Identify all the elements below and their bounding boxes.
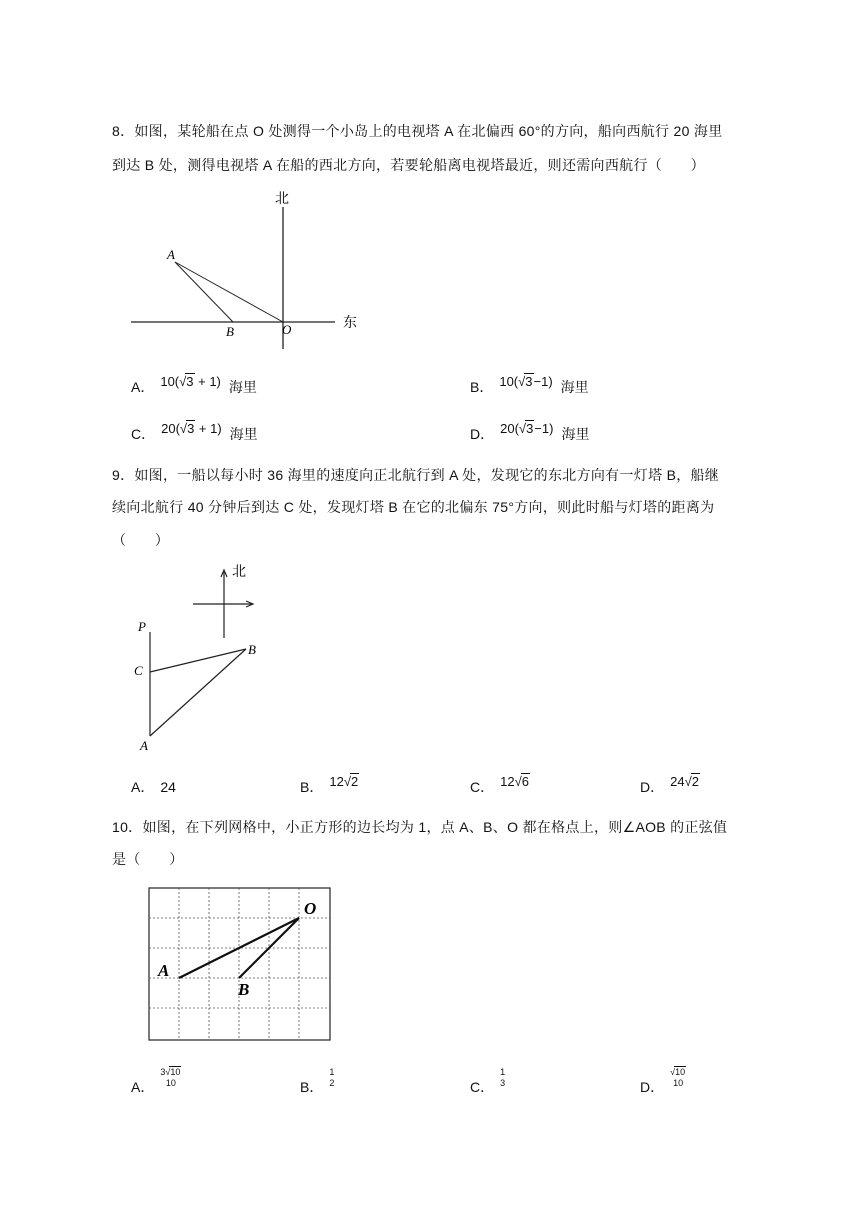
q8-label-A: A [167, 247, 175, 262]
q10-option-b-fraction [329, 1067, 334, 1089]
q8-option-c-tail: + 1) [195, 421, 222, 436]
q10-option-b-letter: B． [300, 1079, 324, 1095]
q8-option-c-coef: 20( [161, 421, 180, 436]
q9-label-north: 北 [232, 564, 246, 580]
q8-label-east: 东 [343, 315, 357, 331]
q8-option-c[interactable]: C． 20(√3 + 1) 海里 [131, 421, 258, 442]
q9-option-a-value: 24 [160, 779, 176, 795]
q9-label-B: B [248, 642, 256, 657]
q9-option-b-radicand: 2 [350, 774, 359, 789]
q10-option-a-letter: A． [131, 1079, 155, 1095]
q9-option-a-letter: A． [131, 779, 155, 795]
q10-option-c-den: 3 [500, 1078, 506, 1089]
q8-option-c-letter: C． [131, 426, 156, 442]
q9-option-d[interactable]: D． 24√2 [640, 774, 699, 795]
q10-label-B: B [238, 980, 250, 999]
q10-option-b-num: 1 [329, 1067, 335, 1078]
q8-option-b-coef: 10( [499, 374, 519, 389]
q10-grid-border [149, 888, 330, 1040]
q8-option-a[interactable]: A． 10(√3 + 1) 海里 [131, 374, 257, 395]
q8-label-O: O [282, 322, 292, 337]
q9-segment-AB [150, 649, 246, 736]
q10-figure [148, 887, 333, 1044]
q9-option-a[interactable] [131, 777, 176, 797]
q9-text-line1: 9．如图，一船以每小时 36 海里的速度向正北航行到 A 处，发现它的东北方向有一灯塔 B，船继 [112, 467, 720, 483]
q9-text-line3: （ ） [112, 532, 170, 548]
q9-text-line2: 续向北航行 40 分钟后到达 C 处，发现灯塔 B 在它的北偏东 75°方向，则此时船与灯塔的距离为 [112, 499, 715, 515]
q10-text-line2: 是（ ） [112, 851, 184, 867]
q8-option-a-radicand: 3 [186, 374, 194, 389]
q10-grid-lines [149, 888, 330, 1040]
q10-option-c-letter: C． [470, 1079, 495, 1095]
q10-option-a[interactable] [131, 1067, 181, 1099]
q8-option-d-letter: D． [470, 426, 495, 442]
q10-option-d-num-rad: 10 [675, 1067, 686, 1078]
q9-segment-CB [150, 649, 246, 672]
q10-option-a-num-rad: 10 [170, 1067, 181, 1078]
q8-option-b-unit: 海里 [560, 379, 589, 395]
q8-option-d-radicand: 3 [526, 421, 534, 436]
q8-option-c-unit: 海里 [229, 426, 258, 442]
q10-option-c-fraction [500, 1067, 505, 1089]
q8-option-b-tail: −1) [533, 374, 553, 389]
q10-label-O: O [304, 899, 317, 918]
q9-option-b-coef: 12 [329, 774, 344, 789]
q9-label-P: P [138, 619, 146, 634]
q8-text-line1: 8．如图，某轮船在点 O 处测得一个小岛上的电视塔 A 在北偏西 60°的方向，船向西航行 20 海里 [112, 123, 723, 139]
q8-segment-AB [175, 262, 233, 322]
q9-option-c-coef: 12 [500, 774, 515, 789]
q10-option-d[interactable] [640, 1067, 686, 1099]
q9-option-c-letter: C． [470, 779, 495, 795]
q9-option-c[interactable]: C． 12√6 [470, 774, 529, 795]
q9-option-d-letter: D． [640, 779, 665, 795]
q8-option-c-radicand: 3 [187, 421, 195, 436]
q9-option-b[interactable]: B． 12√2 [300, 774, 359, 795]
q10-option-c-num: 1 [500, 1067, 506, 1078]
q10-option-d-den: 10 [673, 1078, 684, 1089]
q9-label-C: C [134, 663, 143, 678]
q8-option-d-tail: −1) [534, 421, 554, 436]
q10-option-a-num-coef: 3 [160, 1067, 166, 1078]
q8-option-a-coef: 10( [160, 374, 180, 389]
q9-option-d-radicand: 2 [691, 774, 699, 789]
q10-label-A: A [158, 961, 170, 980]
q8-option-b-radicand: 3 [525, 374, 533, 389]
q8-option-d-coef: 20( [500, 421, 519, 436]
q9-option-c-radicand: 6 [521, 774, 529, 789]
q8-option-a-tail: + 1) [194, 374, 221, 389]
q8-option-a-letter: A． [131, 379, 155, 395]
q10-text-line1: 10．如图，在下列网格中，小正方形的边长均为 1，点 A、B、O 都在格点上，则∠AOB 的正弦值 [112, 819, 728, 835]
q10-option-d-fraction: √10 10 [670, 1067, 686, 1089]
q8-option-d[interactable]: D． 20(√3−1) 海里 [470, 421, 590, 442]
q10-option-c[interactable] [470, 1067, 506, 1099]
q10-option-b[interactable] [300, 1067, 335, 1099]
q8-text-line2: 到达 B 处，测得电视塔 A 在船的西北方向，若要轮船离电视塔最近，则还需向西航行（ ） [112, 157, 705, 173]
q8-option-b[interactable]: B． 10(√3−1) 海里 [470, 374, 589, 395]
q9-option-b-letter: B． [300, 779, 324, 795]
q9-label-A: A [140, 738, 148, 753]
q9-option-d-coef: 24 [670, 774, 685, 789]
q8-label-north: 北 [275, 191, 289, 207]
q8-label-B: B [226, 324, 234, 339]
q9-figure [128, 560, 268, 760]
q8-figure [125, 185, 370, 355]
q10-option-a-den: 10 [165, 1078, 176, 1089]
q10-option-b-den: 2 [329, 1078, 335, 1089]
q10-option-d-letter: D． [640, 1079, 665, 1095]
q8-option-a-unit: 海里 [228, 379, 257, 395]
q8-option-d-unit: 海里 [561, 426, 590, 442]
q8-segment-AO [175, 262, 283, 322]
q8-option-b-letter: B． [470, 379, 494, 395]
q10-option-a-fraction: 3√10 10 [160, 1067, 181, 1089]
